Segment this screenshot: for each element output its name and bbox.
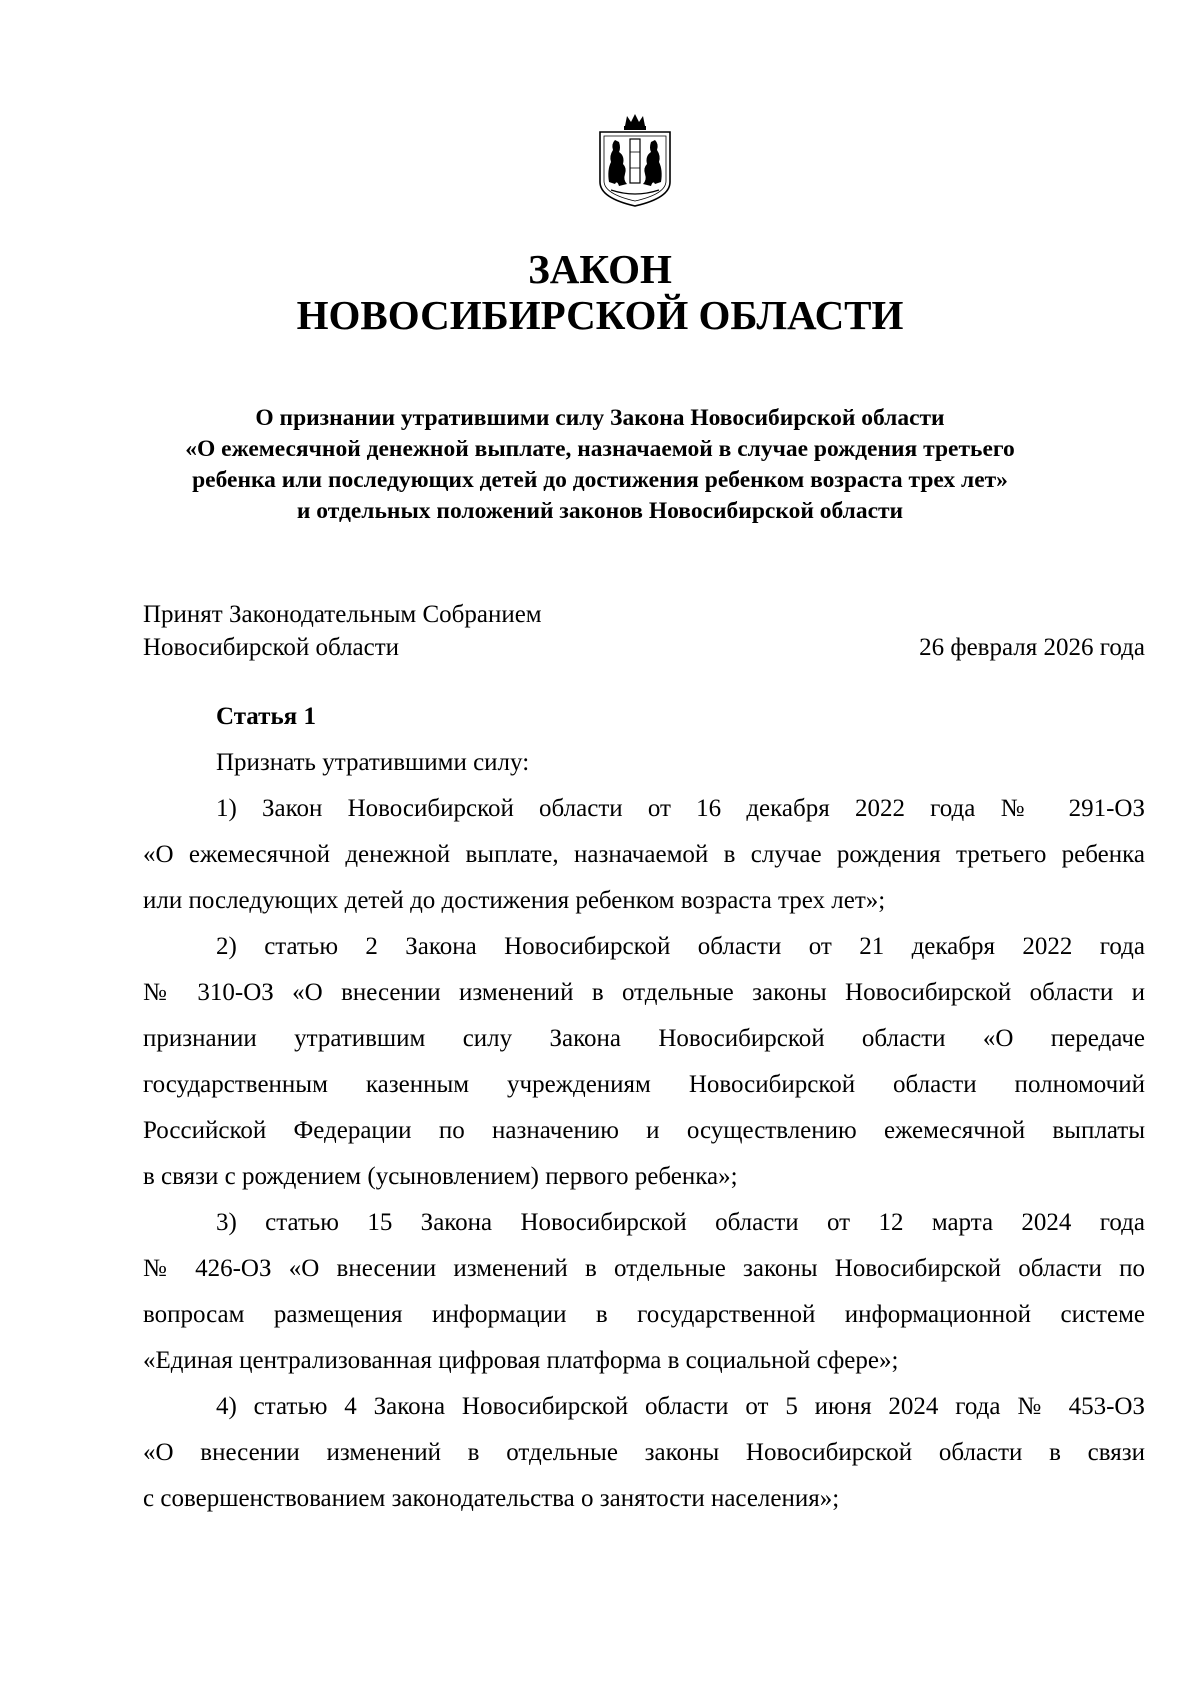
item-line: с совершенствованием законодательства о занятости населения»; — [143, 1485, 840, 1512]
subject-line: и отдельных положений законов Новосибирской области — [296, 498, 904, 524]
item-line: государственным казенным учреждениям Новосибирской области полномочий — [143, 1071, 1145, 1098]
item-line: 1) Закон Новосибирской области от 16 декабря 2022 года № 291-ОЗ — [216, 795, 1145, 822]
item-line: «О ежемесячной денежной выплате, назначаемой в случае рождения третьего ребенка — [143, 841, 1145, 868]
item-line: в связи с рождением (усыновлением) первого ребенка»; — [143, 1163, 738, 1190]
adoption-note — [143, 598, 542, 664]
item-line: 4) статью 4 Закона Новосибирской области от 5 июня 2024 года № 453-ОЗ — [216, 1393, 1145, 1420]
item-line: № 310-ОЗ «О внесении изменений в отдельные законы Новосибирской области и — [143, 979, 1145, 1006]
adoption-date: 26 февраля 2026 года — [919, 634, 1145, 661]
subject-line: «О ежемесячной денежной выплате, назначаемой в случае рождения третьего — [185, 436, 1015, 462]
law-subject — [60, 403, 1140, 527]
law-title: ЗАКОН — [528, 246, 672, 292]
item-line: № 426-ОЗ «О внесении изменений в отдельные законы Новосибирской области по — [143, 1255, 1145, 1282]
subject-line: ребенка или последующих детей до достижения ребенком возраста трех лет» — [192, 467, 1008, 493]
item-line: 2) статью 2 Закона Новосибирской области от 21 декабря 2022 года — [216, 933, 1145, 960]
item-line: признании утратившим силу Закона Новосибирской области «О передаче — [143, 1025, 1145, 1052]
article-intro: Признать утратившими силу: — [216, 749, 530, 776]
item-line: 3) статью 15 Закона Новосибирской области от 12 марта 2024 года — [216, 1209, 1145, 1236]
region-title: НОВОСИБИРСКОЙ ОБЛАСТИ — [296, 292, 904, 338]
adoption-line: Новосибирской области — [143, 634, 400, 661]
article-heading: Статья 1 — [216, 703, 316, 730]
coat-of-arms-icon — [597, 112, 673, 208]
item-line: Российской Федерации по назначению и осуществлению ежемесячной выплаты — [143, 1117, 1145, 1144]
adoption-line: Принят Законодательным Собранием — [143, 601, 542, 628]
item-line: или последующих детей до достижения ребенком возраста трех лет»; — [143, 887, 886, 914]
item-line: вопросам размещения информации в государственной информационной системе — [143, 1301, 1145, 1328]
item-line: «Единая централизованная цифровая платформа в социальной сфере»; — [143, 1347, 899, 1374]
subject-line: О признании утратившими силу Закона Новосибирской области — [255, 405, 945, 431]
item-line: «О внесении изменений в отдельные законы Новосибирской области в связи — [143, 1439, 1145, 1466]
